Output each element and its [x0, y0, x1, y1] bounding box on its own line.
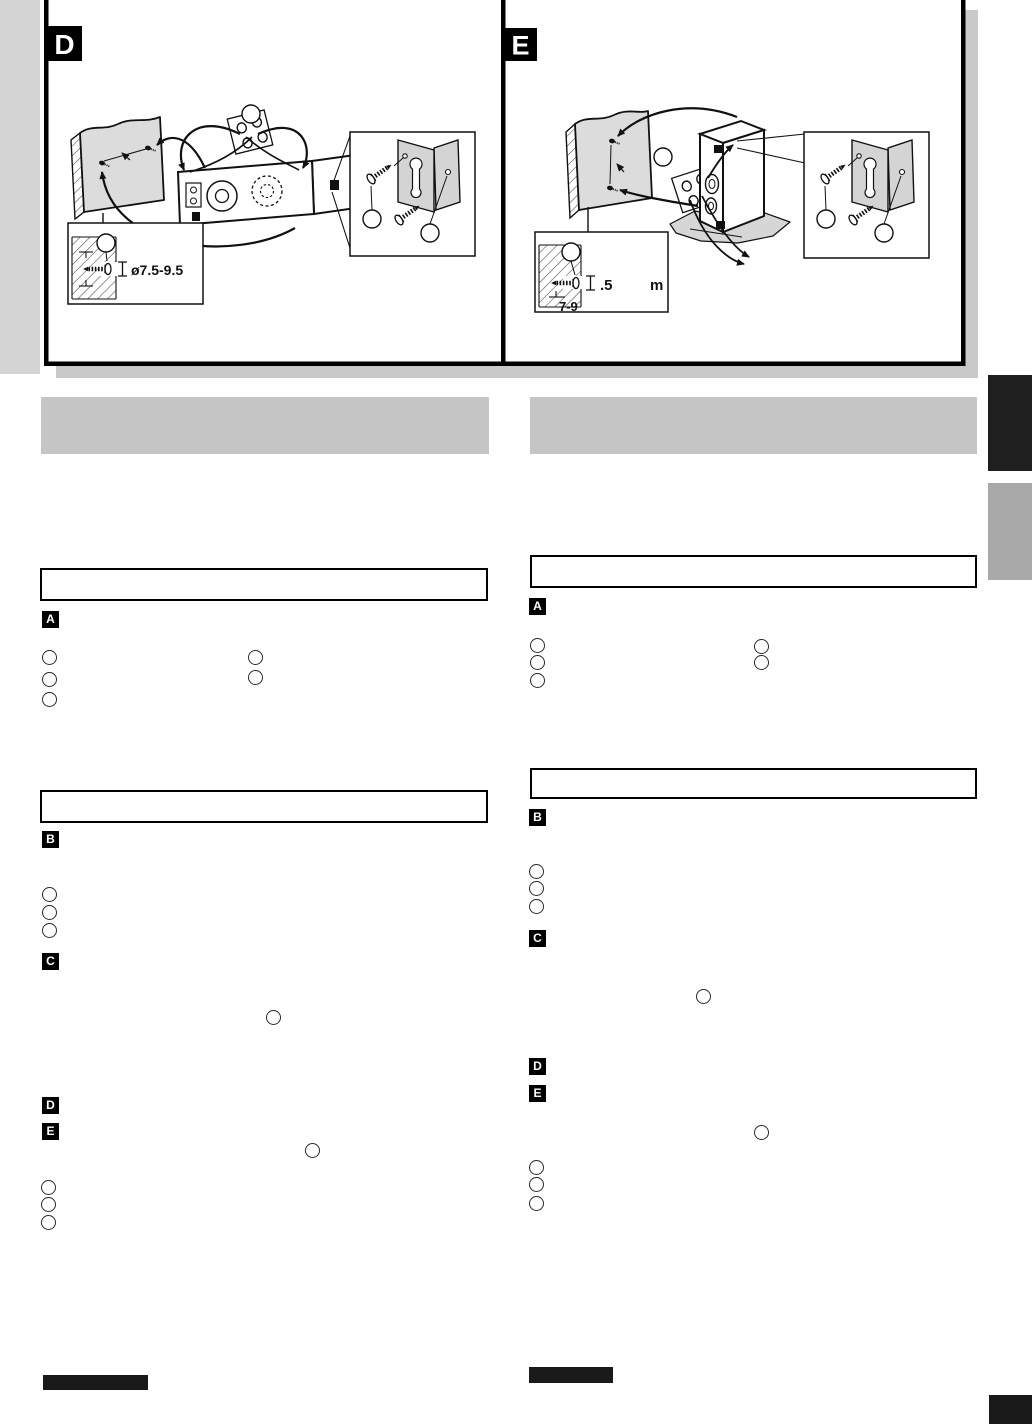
right-section-header-bar — [530, 397, 977, 454]
callout-circle — [696, 989, 711, 1004]
right-badge-d: D — [529, 1058, 546, 1075]
callout-circle — [530, 638, 545, 653]
panel-shadow-right — [965, 10, 978, 378]
callout-circle — [242, 105, 260, 123]
left-badge-e: E — [42, 1123, 59, 1140]
left-badge-c: C — [42, 953, 59, 970]
callout-circle — [529, 881, 544, 896]
right-rule-box-1 — [530, 555, 977, 588]
callout-circle — [248, 670, 263, 685]
footer-bar-right — [529, 1367, 613, 1383]
callout-circle — [529, 899, 544, 914]
callout-circle — [530, 655, 545, 670]
page-edge-tab-dark — [988, 375, 1032, 471]
keyhole-slot-icon — [330, 180, 339, 190]
screw-detail-box — [535, 232, 668, 314]
right-badge-a: A — [529, 598, 546, 615]
callout-circle — [654, 148, 672, 166]
left-rule-box-2 — [40, 790, 488, 823]
callout-circle — [41, 1215, 56, 1230]
mounting-diagrams — [0, 0, 1032, 384]
left-edge-strip — [0, 0, 40, 374]
callout-circle — [529, 864, 544, 879]
callout-circle — [305, 1143, 320, 1158]
bracket-detail-box — [350, 132, 475, 256]
right-badge-c: C — [529, 930, 546, 947]
right-badge-b: B — [529, 809, 546, 826]
callout-circle — [529, 1196, 544, 1211]
right-badge-e: E — [529, 1085, 546, 1102]
left-badge-a: A — [42, 611, 59, 628]
callout-circle — [529, 1177, 544, 1192]
left-rule-box-1 — [40, 568, 488, 601]
footer-bar-left — [43, 1375, 148, 1390]
callout-circle — [41, 1197, 56, 1212]
callout-circle — [754, 655, 769, 670]
right-rule-box-2 — [530, 768, 977, 799]
panel-d-label: D — [54, 29, 75, 60]
screw-detail-box — [68, 223, 203, 304]
callout-circle — [42, 650, 57, 665]
screw-hole-note: ø7.5-9.5 — [131, 262, 184, 278]
callout-circle — [42, 887, 57, 902]
callout-circle — [248, 650, 263, 665]
callout-circle — [42, 672, 57, 687]
callout-circle — [266, 1010, 281, 1025]
callout-circle — [530, 673, 545, 688]
panel-shadow-bottom — [56, 366, 978, 378]
measure-note-right: m — [650, 277, 664, 294]
callout-circle — [41, 1180, 56, 1195]
callout-circle — [42, 905, 57, 920]
callout-circle — [754, 1125, 769, 1140]
callout-circle — [97, 234, 115, 252]
callout-circle — [754, 639, 769, 654]
callout-circle — [42, 923, 57, 938]
keyhole-slot-icon — [192, 212, 200, 221]
page-corner-block — [989, 1395, 1032, 1424]
panel-e-label: E — [511, 30, 530, 61]
left-section-header-bar — [41, 397, 489, 454]
bracket-detail-box — [804, 132, 929, 258]
left-badge-b: B — [42, 831, 59, 848]
callout-circle — [562, 243, 580, 261]
callout-circle — [529, 1160, 544, 1175]
left-badge-d: D — [42, 1097, 59, 1114]
callout-circle — [42, 692, 57, 707]
page-edge-tab-gray — [988, 483, 1032, 580]
measure-note-left: .5 — [600, 277, 613, 294]
keyhole-slot-icon — [714, 145, 723, 153]
pilot-depth-note: 7-9 — [559, 299, 578, 314]
